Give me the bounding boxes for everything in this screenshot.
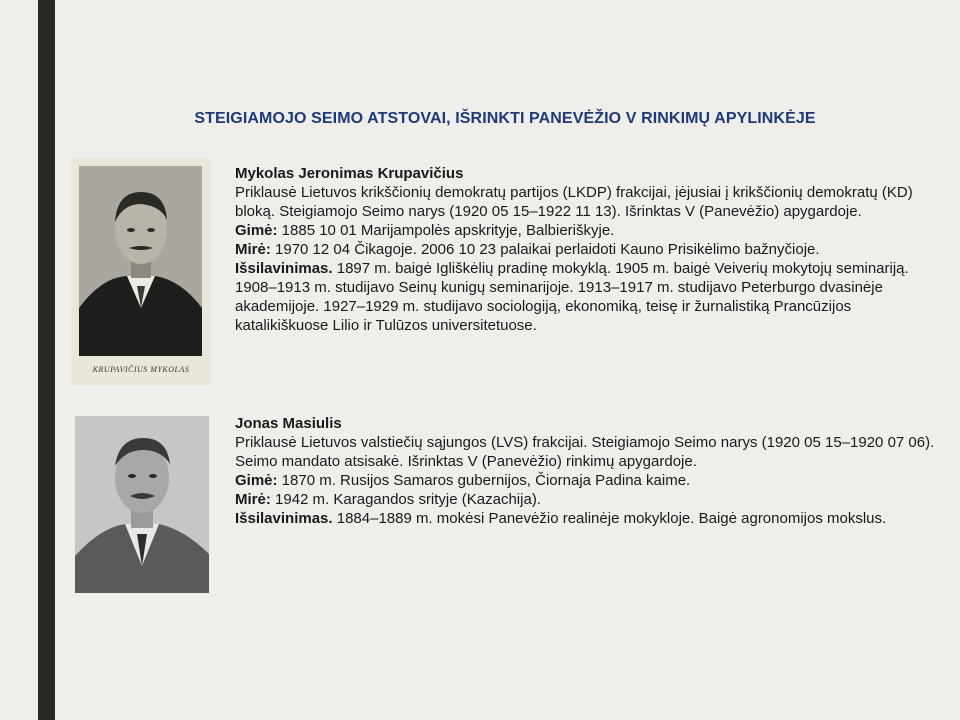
died-value: 1970 12 04 Čikagoje. 2006 10 23 palaikai perlaidoti Kauno Prisikėlimo bažnyčioje. xyxy=(270,241,820,258)
born-value: 1885 10 01 Marijampolės apskrityje, Balbieriškyje. xyxy=(277,222,615,239)
bio-krupavicius xyxy=(235,164,945,335)
died-value: 1942 m. Karagandos srityje (Kazachija). xyxy=(270,491,541,508)
died-line xyxy=(235,240,945,259)
photo-caption: KRUPAVIČIUS MYKOLAS xyxy=(92,365,190,374)
born-label: Gimė: xyxy=(235,472,278,489)
born-label: Gimė: xyxy=(235,222,278,239)
education-value: 1884–1889 m. mokėsi Panevėžio realinėje mokykloje. Baigė agronomijos mokslus. xyxy=(332,510,887,527)
person-summary: Priklausė Lietuvos valstiečių sąjungos (LVS) frakcijai. Steigiamojo Seimo narys (1920 05 15–1920 07 06). Seimo mandato atsisakė. Išrinktas V (Panevėžio) rinkimų apygardoje. xyxy=(235,434,935,470)
died-line xyxy=(235,490,945,509)
born-value: 1870 m. Rusijos Samaros gubernijos, Čiornaja Padina kaime. xyxy=(277,472,691,489)
education-value: 1897 m. baigė Igliškėlių pradinę mokyklą. 1905 m. baigė Veiverių mokytojų seminariją. 1908–1913 m. studijavo Seinų kunigų seminarijoje. 1913–1917 m. studijavo Peterburgo dvasinėje akademijoje. 1927–1929 m. studijavo sociologiją, ekonomiką, teisę ir žurnalistiką Prancūzijos katalikiškuose Lilio ir Tulūzos universitetuose. xyxy=(235,260,909,334)
person-summary: Priklausė Lietuvos krikščionių demokratų partijos (LKDP) frakcijai, įėjusiai į krikščionių demokratų (KD) bloką. Steigiamojo Seimo narys (1920 05 15–1922 11 13). Išrinktas V (Panevėžio) apygardoje. xyxy=(235,184,913,220)
person-name: Jonas Masiulis xyxy=(235,415,342,432)
person-name: Mykolas Jeronimas Krupavičius xyxy=(235,165,464,182)
born-line xyxy=(235,221,945,240)
education-line xyxy=(235,259,945,335)
slide-title: STEIGIAMOJO SEIMO ATSTOVAI, IŠRINKTI PANEVĖŽIO V RINKIMŲ APYLINKĖJE xyxy=(194,110,816,127)
died-label: Mirė: xyxy=(235,241,271,258)
portrait-krupavicius xyxy=(71,158,210,385)
left-accent-bar xyxy=(38,0,55,720)
born-line xyxy=(235,471,945,490)
portrait-masiulis xyxy=(75,416,209,593)
died-label: Mirė: xyxy=(235,491,271,508)
education-label: Išsilavinimas. xyxy=(235,260,333,277)
education-line xyxy=(235,509,945,528)
education-label: Išsilavinimas. xyxy=(235,510,333,527)
bio-masiulis xyxy=(235,414,945,528)
